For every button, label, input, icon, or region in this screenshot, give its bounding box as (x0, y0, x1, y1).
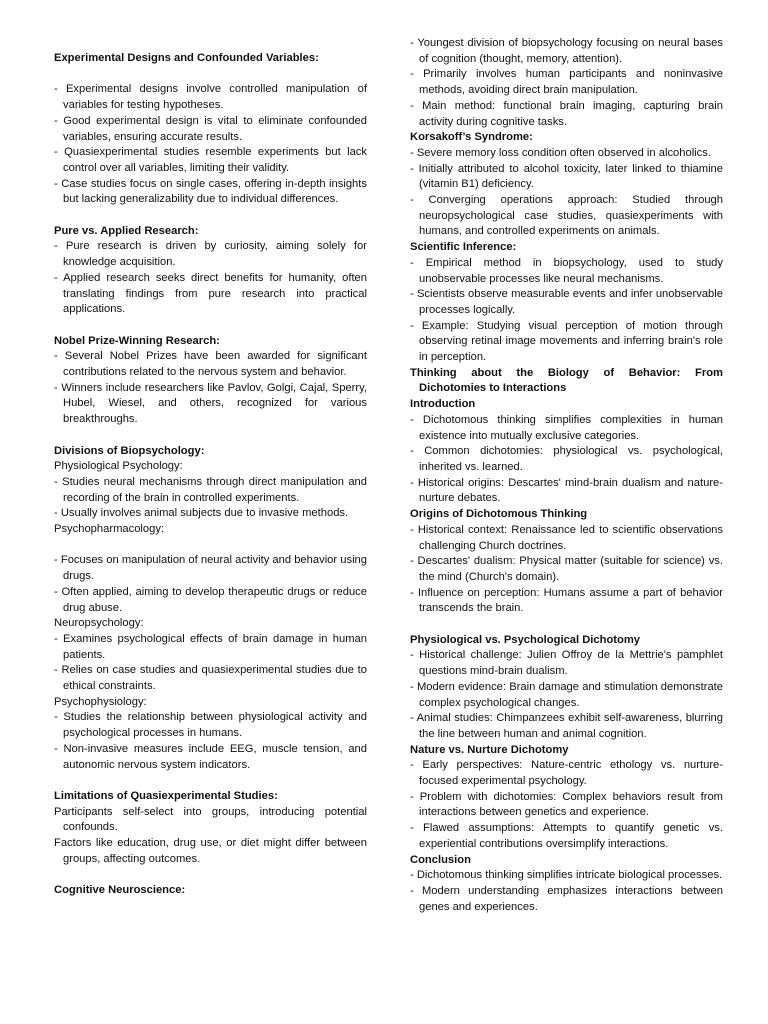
blank-line (54, 208, 367, 224)
section-heading-origins-of-dichotomous-thinking: Origins of Dichotomous Thinking (410, 508, 588, 521)
bullet-item: - Youngest division of biopsychology focusing on neural bases of cognition (thought, memory, attention). (410, 37, 723, 65)
bullet-item: - Case studies focus on single cases, offering in-depth insights but lacking generalizability due to individual differences. (54, 177, 367, 206)
blank-line (54, 318, 367, 334)
bullet-item: - Initially attributed to alcohol toxicity, later linked to thiamine (vitamin B1) deficiency. (410, 162, 723, 191)
bullet-item: - Example: Studying visual perception of motion through observing retinal image movements and inferring brain's role in perception. (410, 319, 723, 364)
bullet-item: - Examines psychological effects of brain damage in human patients. (54, 632, 367, 661)
blank-line (54, 867, 367, 883)
bullet-item: - Main method: functional brain imaging, capturing brain activity during cognitive tasks. (410, 99, 723, 128)
left-column (54, 51, 367, 899)
blank-line (54, 428, 367, 444)
subheading-physiological-psychology: Physiological Psychology: (54, 460, 183, 473)
bullet-item: - Severe memory loss condition often observed in alcoholics. (410, 146, 711, 159)
right-column (410, 36, 723, 915)
bullet-item: - Good experimental design is vital to eliminate confounded variables, ensuring accurate results. (54, 114, 367, 143)
bullet-item: - Experimental designs involve controlled manipulation of variables for testing hypotheses. (54, 83, 367, 112)
bullet-item: - Non-invasive measures include EEG, muscle tension, and autonomic nervous system indicators. (54, 742, 367, 771)
bullet-item: - Flawed assumptions: Attempts to quantify genetic vs. experiential contributions oversimplify interactions. (410, 822, 723, 850)
bullet-item: - Applied research seeks direct benefits for humanity, often translating findings from pure research into practical applications. (54, 271, 367, 316)
bullet-item: - Animal studies: Chimpanzees exhibit self-awareness, blurring the line between human and animal cognition. (410, 712, 723, 740)
bullet-item: - Influence on perception: Humans assume a part of behavior transcends the brain. (410, 586, 723, 615)
section-heading-cognitive-neuroscience: Cognitive Neuroscience: (54, 884, 186, 897)
bullet-item: - Focuses on manipulation of neural activity and behavior using drugs. (54, 554, 367, 583)
bullet-item: - Problem with dichotomies: Complex behaviors result from interactions between genetics and experience. (410, 790, 723, 819)
paragraph: Factors like education, drug use, or diet might differ between groups, affecting outcomes. (54, 837, 367, 865)
bullet-item: - Quasiexperimental studies resemble experiments but lack control over all variables, limiting their validity. (54, 146, 367, 174)
bullet-item: - Winners include researchers like Pavlov, Golgi, Cajal, Sperry, Hubel, Wiesel, and others, recognized for various breakthroughs. (54, 381, 367, 426)
paragraph: Participants self-select into groups, introducing potential confounds. (54, 805, 367, 834)
bullet-item: - Scientists observe measurable events and infer unobservable processes logically. (410, 288, 723, 316)
section-heading-physiological-vs-psychological-dichotomy: Physiological vs. Psychological Dichotomy (410, 633, 641, 646)
section-heading-divisions-of-biopsychology: Divisions of Biopsychology: (54, 444, 205, 457)
section-heading-thinking-about-the-biology-of-behavior-f: Thinking about the Biology of Behavior: From Dichotomies to Interactions (410, 366, 723, 395)
section-heading-pure-vs-applied-research: Pure vs. Applied Research: (54, 224, 199, 237)
bullet-item: - Historical origins: Descartes' mind-brain dualism and nature-nurture debates. (410, 476, 723, 505)
bullet-item: - Dichotomous thinking simplifies intricate biological processes. (410, 869, 723, 882)
bullet-item: - Common dichotomies: physiological vs. psychological, inherited vs. learned. (410, 445, 723, 473)
bullet-item: - Modern evidence: Brain damage and stimulation demonstrate complex psychological changes. (410, 680, 723, 709)
bullet-item: - Early perspectives: Nature-centric ethology vs. nurture-focused experimental psychology. (410, 759, 723, 788)
subheading-psychophysiology: Psychophysiology: (54, 695, 147, 708)
bullet-item: - Relies on case studies and quasiexperimental studies due to ethical constraints. (54, 664, 367, 693)
bullet-item: - Modern understanding emphasizes interactions between genes and experiences. (410, 884, 723, 913)
subheading-neuropsychology: Neuropsychology: (54, 617, 144, 630)
bullet-item: - Usually involves animal subjects due to invasive methods. (54, 507, 349, 520)
bullet-item: - Dichotomous thinking simplifies complexities in human existence into mutually exclusive categories. (410, 413, 723, 442)
blank-line (54, 67, 367, 83)
bullet-item: - Several Nobel Prizes have been awarded for significant contributions related to the nervous system and behavior. (54, 350, 367, 379)
bullet-item: - Empirical method in biopsychology, used to study unobservable processes like neural mechanisms. (410, 256, 723, 285)
bullet-item: - Studies neural mechanisms through direct manipulation and recording of the brain in controlled experiments. (54, 475, 367, 504)
section-heading-nobel-prize-winning-research: Nobel Prize-Winning Research: (54, 334, 220, 347)
bullet-item: - Descartes' dualism: Physical matter (suitable for science) vs. the mind (Church's domain). (410, 555, 723, 583)
bullet-item: - Studies the relationship between physiological activity and psychological processes in humans. (54, 711, 367, 740)
blank-line (410, 617, 723, 633)
section-heading-korsakoff-s-syndrome: Korsakoff’s Syndrome: (410, 131, 533, 144)
section-heading-nature-vs-nurture-dichotomy: Nature vs. Nurture Dichotomy (410, 743, 569, 756)
bullet-item: - Historical challenge: Julien Offroy de la Mettrie's pamphlet questions mind-brain dualism. (410, 649, 723, 678)
blank-line (54, 538, 367, 554)
section-heading-scientific-inference: Scientific Inference: (410, 241, 517, 254)
section-heading-experimental-designs-and-confounded-vari: Experimental Designs and Confounded Variables: (54, 52, 319, 64)
subheading-psychopharmacology: Psychopharmacology: (54, 523, 165, 536)
bullet-item: - Pure research is driven by curiosity, aiming solely for knowledge acquisition. (54, 240, 367, 269)
blank-line (54, 773, 367, 789)
bullet-item: - Converging operations approach: Studied through neuropsychological case studies, quasiexperiments with humans, and controlled experiments on animals. (410, 194, 723, 238)
bullet-item: - Often applied, aiming to develop therapeutic drugs or reduce drug abuse. (54, 585, 367, 614)
section-heading-introduction: Introduction (410, 398, 476, 411)
section-heading-conclusion: Conclusion (410, 853, 471, 866)
bullet-item: - Primarily involves human participants and noninvasive methods, avoiding direct brain manipulation. (410, 68, 723, 97)
section-heading-limitations-of-quasiexperimental-studies: Limitations of Quasiexperimental Studies: (54, 789, 278, 802)
bullet-item: - Historical context: Renaissance led to scientific observations challenging Church doctrines. (410, 523, 723, 552)
